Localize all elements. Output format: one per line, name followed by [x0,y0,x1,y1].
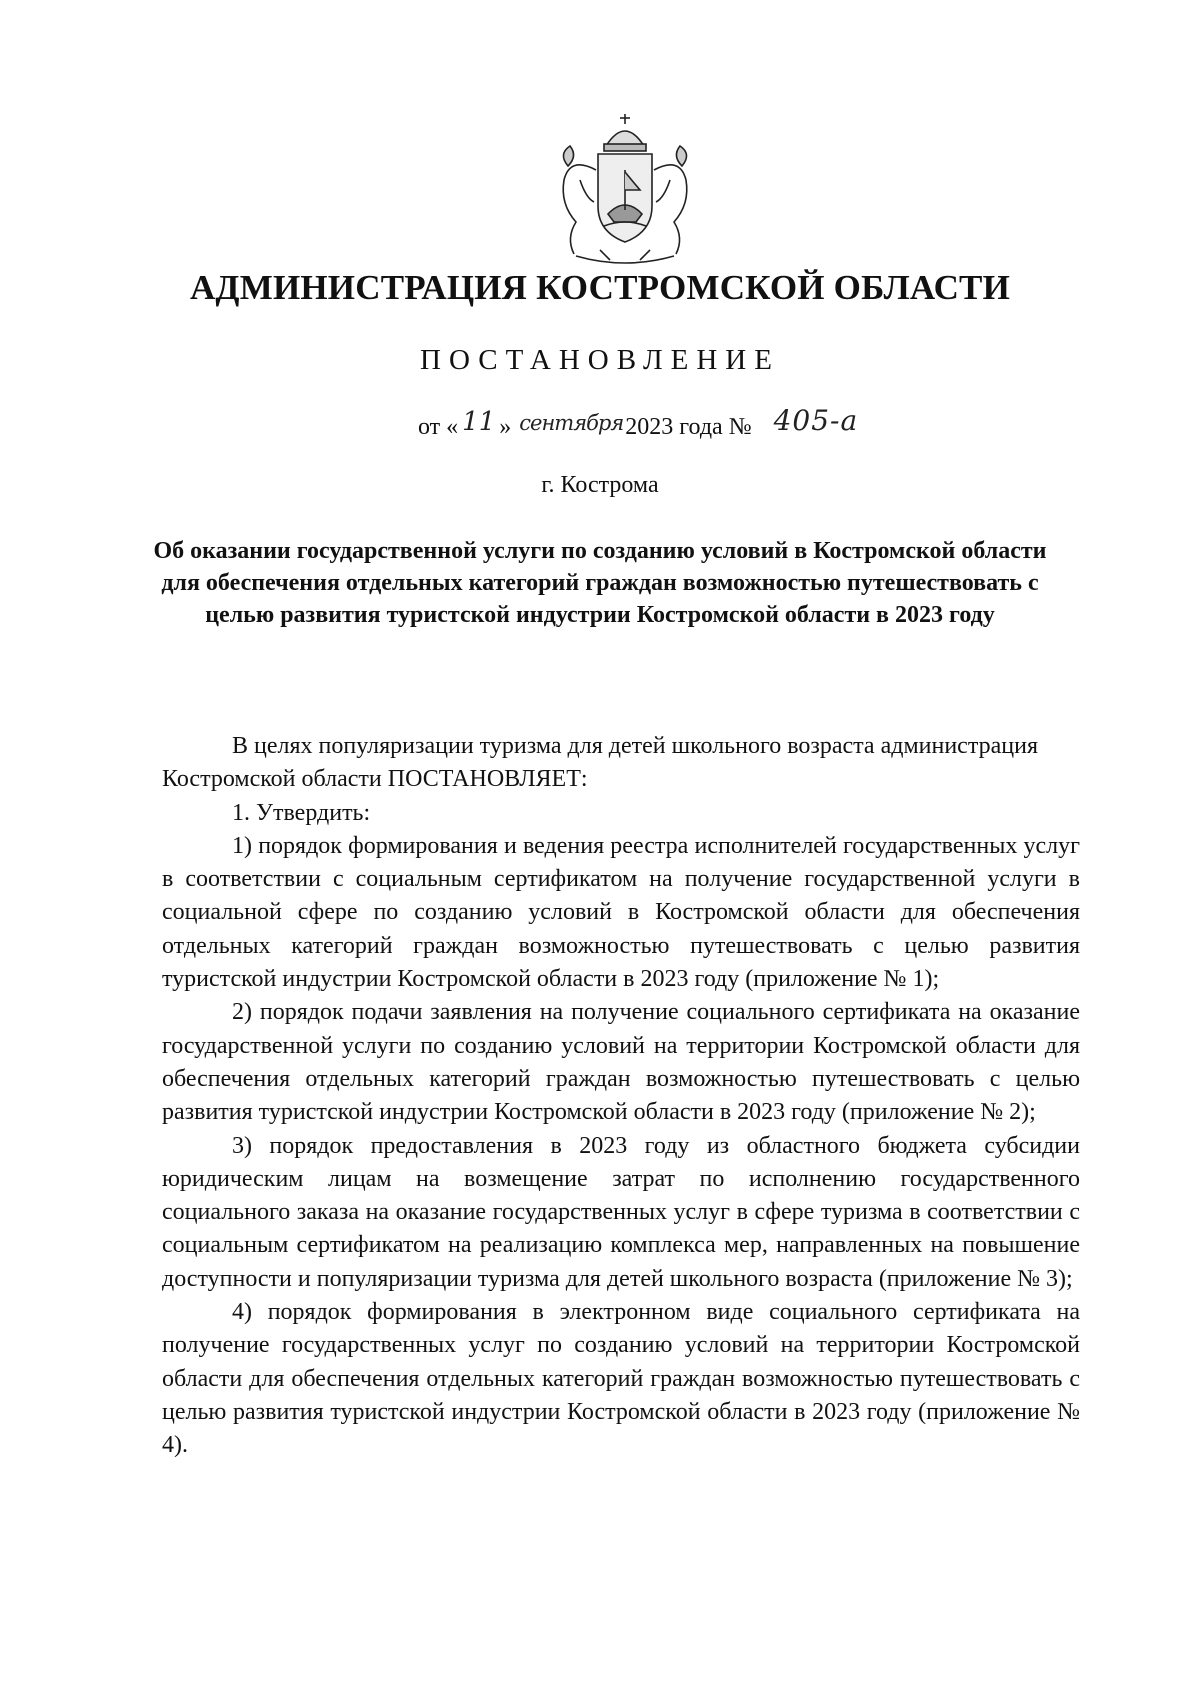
preamble-paragraph: В целях популяризации туризма для детей школьного возраста администрация Костромской области ПОСТАНОВЛЯЕТ: [162,733,1038,793]
clause-1-item-1: 1) порядок формирования и ведения реестра исполнителей государственных услуг в соответствии с социальным сертификатом на получение государственной услуги в социальной сфере по созданию условий в Костромской области для обеспечения отдельных категорий граждан возможностью путешествовать с целью развития туристской индустрии Костромской области в 2023 году (приложение № 1); [162,832,1080,993]
organization-title: АДМИНИСТРАЦИЯ КОСТРОМСКОЙ ОБЛАСТИ [189,268,1011,307]
handwritten-document-number: 405-а [773,404,859,437]
handwritten-month: сентября [519,411,624,435]
date-year-text: 2023 года № [625,414,752,440]
clause-1-item-4: 4) порядок формирования в электронном виде социального сертификата на получение государственных услуг по созданию условий на территории Костромской области для обеспечения отдельных категорий граждан возможностью путешествовать с целью развития туристской индустрии Костромской области в 2023 году (приложение № 4). [162,1299,1080,1459]
date-quote-close: » [499,414,512,440]
clause-1-item-2: 2) порядок подачи заявления на получение социального сертификата на оказание государственной услуги по созданию условий на территории Костромской области для обеспечения отдельных категорий граждан возможностью путешествовать с целью развития туристской индустрии Костромской области в 2023 году (приложение № 2); [162,999,1080,1126]
document-type-heading: ПОСТАНОВЛЕНИЕ [420,344,780,376]
handwritten-day: 11 [462,407,496,437]
clause-1-item-3: 3) порядок предоставления в 2023 году из областного бюджета субсидии юридическим лицам на возмещение затрат по исполнению государственного социального заказа на оказание государственных услуг в сфере туризма в соответствии с социальным сертификатом на реализацию комплекса мер, направленных на повышение доступности и популяризации туризма для детей школьного возраста (приложение № 3); [162,1132,1080,1292]
coat-of-arms-emblem [540,110,710,270]
city-line: г. Кострома [541,472,659,498]
document-body [162,730,1080,1463]
clause-1-heading: 1. Утвердить: [232,799,371,826]
document-subject: Об оказании государственной услуги по созданию условий в Костромской области для обеспечения отдельных категорий граждан возможностью путешествовать с целью развития туристской индустрии Костромской области в 2023 году [153,538,1047,628]
date-number-line [418,404,859,441]
date-prefix: от « [418,414,459,440]
